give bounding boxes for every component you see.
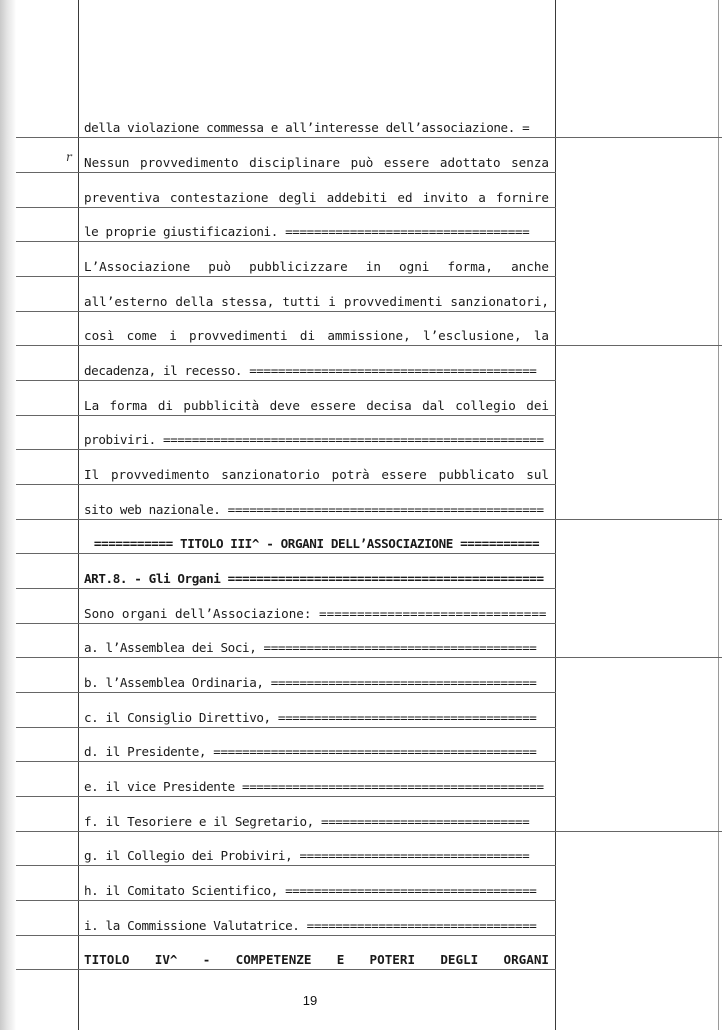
- text-line: preventiva contestazione degli addebiti ed invito a fornire: [84, 190, 549, 205]
- ruled-line: [16, 831, 722, 832]
- text-line: Sono organi dell’Associazione: ==============================: [84, 606, 547, 621]
- outer-edge-line: [718, 0, 719, 1030]
- scan-shadow-edge: [0, 0, 16, 1030]
- list-item: g. il Collegio dei Probiviri, ================================: [84, 848, 530, 863]
- list-item: e. il vice Presidente ==========================================: [84, 779, 544, 794]
- section-heading: TITOLO IV^ - COMPETENZE E POTERI DEGLI ORGANI: [84, 952, 549, 967]
- text-line: probiviri. =====================================================: [84, 432, 544, 447]
- text-line: Nessun provvedimento disciplinare può essere adottato senza: [84, 155, 549, 170]
- ruled-line: [16, 484, 556, 485]
- ruled-line: [16, 796, 556, 797]
- list-item: a. l’Assemblea dei Soci, ======================================: [84, 640, 537, 655]
- ruled-line: [16, 623, 556, 624]
- ruled-line: [16, 588, 556, 589]
- text-line: sito web nazionale. ============================================: [84, 502, 544, 517]
- ruled-line: [16, 761, 556, 762]
- text-line: L’Associazione può pubblicizzare in ogni forma, anche: [84, 259, 549, 274]
- ruled-line: [16, 380, 556, 381]
- ruled-line: [16, 900, 556, 901]
- list-item: b. l’Assemblea Ordinaria, =====================================: [84, 675, 537, 690]
- text-line: della violazione commessa e all’interesse dell’associazione. =: [84, 120, 530, 135]
- list-item: h. il Comitato Scientifico, ===================================: [84, 883, 537, 898]
- list-item: i. la Commissione Valutatrice. ================================: [84, 918, 537, 933]
- ruled-line: [16, 172, 556, 173]
- ruled-line: [16, 553, 556, 554]
- text-line: le proprie giustificazioni. ==================================: [84, 224, 530, 239]
- ruled-line: [16, 727, 556, 728]
- text-line: decadenza, il recesso. ========================================: [84, 363, 537, 378]
- right-margin-line: [555, 0, 556, 1030]
- ruled-line: [16, 519, 722, 520]
- ruled-line: [16, 311, 556, 312]
- ruled-line: [16, 137, 722, 138]
- ruled-line: [16, 276, 556, 277]
- list-item: d. il Presidente, =============================================: [84, 744, 537, 759]
- text-line: all’esterno della stessa, tutti i provvedimenti sanzionatori,: [84, 294, 549, 309]
- left-margin-line: [78, 0, 79, 1030]
- ruled-line: [16, 241, 556, 242]
- ruled-line: [16, 657, 722, 658]
- list-item: f. il Tesoriere e il Segretario, =============================: [84, 814, 530, 829]
- ruled-line: [16, 969, 556, 970]
- text-line: La forma di pubblicità deve essere decisa dal collegio dei: [84, 398, 549, 413]
- ruled-line: [16, 692, 556, 693]
- article-heading: ART.8. - Gli Organi ============================================: [84, 571, 544, 586]
- list-item: c. il Consiglio Direttivo, ====================================: [84, 710, 537, 725]
- ruled-line: [16, 865, 556, 866]
- text-line: così come i provvedimenti di ammissione, l’esclusione, la: [84, 328, 549, 343]
- page-number: 19: [302, 993, 318, 1008]
- ruled-line: [16, 449, 556, 450]
- text-line: Il provvedimento sanzionatorio potrà essere pubblicato sul: [84, 467, 549, 482]
- ruled-line: [16, 415, 556, 416]
- ruled-line: [16, 207, 556, 208]
- ruled-line: [16, 935, 556, 936]
- ruled-line: [16, 345, 722, 346]
- margin-mark: r: [66, 150, 72, 164]
- section-heading: =========== TITOLO III^ - ORGANI DELL’ASSOCIAZIONE ===========: [93, 536, 540, 551]
